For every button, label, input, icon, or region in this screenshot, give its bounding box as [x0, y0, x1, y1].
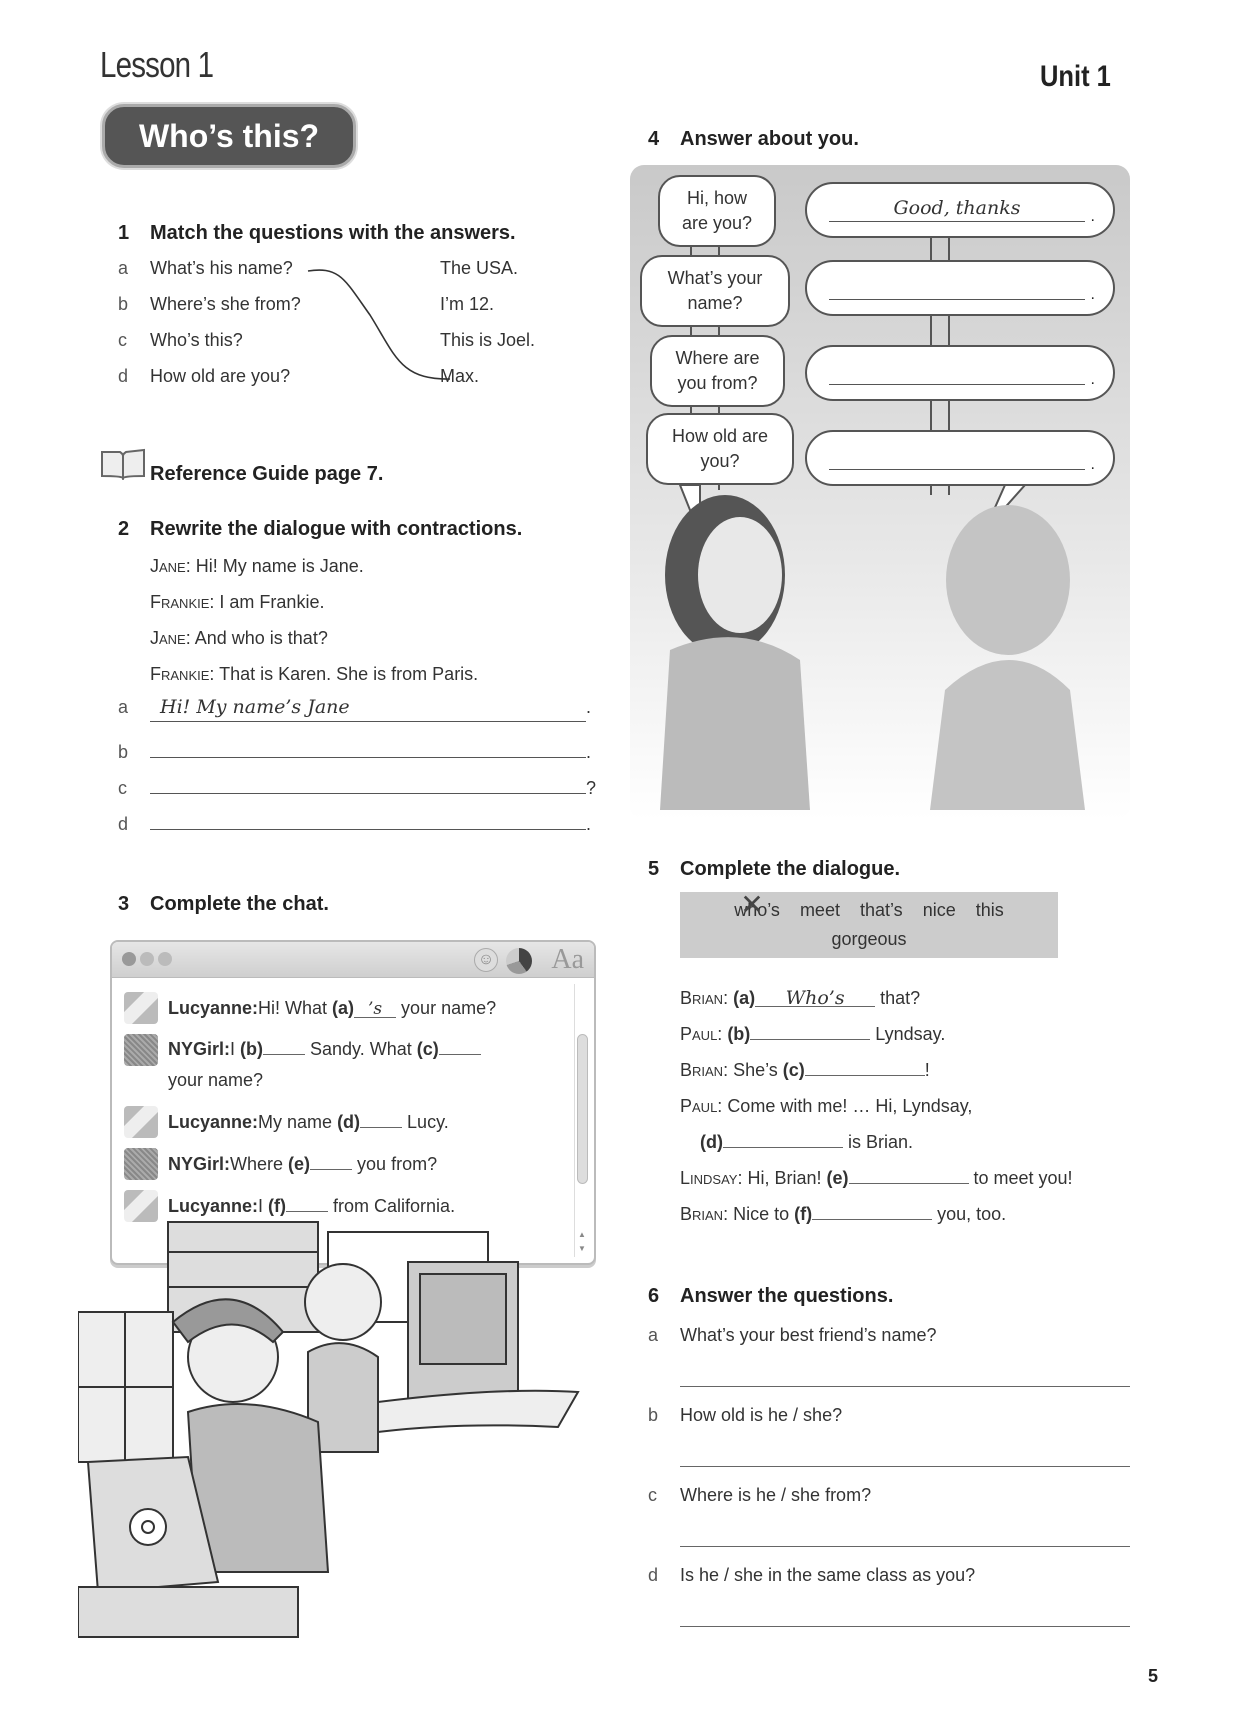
- ex6-item: [648, 1325, 1130, 1405]
- chat-username: NYGirl:: [168, 1039, 231, 1059]
- answer-bubble: Good, thanks .: [805, 182, 1115, 238]
- chat-gap-field[interactable]: [310, 1154, 352, 1170]
- dialogue-text: Come with me! … Hi, Lyndsay,: [727, 1096, 973, 1116]
- ex3-heading: [118, 893, 329, 916]
- page-title: [102, 104, 356, 168]
- ex4-question: What’s your name?: [667, 267, 763, 313]
- word: gorgeous: [831, 929, 907, 949]
- avatar-lucyanne: [124, 992, 158, 1024]
- ex5-gap-field[interactable]: [849, 1168, 969, 1184]
- girl-sweater: [660, 637, 810, 810]
- punctuation: .: [586, 742, 592, 762]
- gap-label: (f): [794, 1204, 813, 1224]
- chat-gap-field[interactable]: [360, 1112, 402, 1128]
- ex2-dialogue: [150, 556, 478, 700]
- ex2-answer-row: [118, 732, 598, 768]
- two-girls-at-computers-illustration: [78, 1212, 598, 1652]
- ex1-question[interactable]: How old are you?: [150, 366, 291, 386]
- ex1-instruction: Match the questions with the answers.: [150, 222, 516, 244]
- ex5-line: [680, 980, 1073, 1016]
- ex6-question: Where is he / she from?: [680, 1485, 872, 1505]
- ex6-answer-field[interactable]: [680, 1626, 1130, 1627]
- chat-username: Lucyanne:: [168, 1112, 259, 1132]
- scroll-thumb[interactable]: [577, 1034, 588, 1184]
- ex1-answer[interactable]: Max.: [440, 366, 480, 386]
- question-bubble: [646, 413, 794, 485]
- word: meet: [799, 900, 840, 920]
- chat-text: from California.: [328, 1196, 456, 1216]
- ex5-line: [680, 1052, 1073, 1088]
- ex4-answer-field[interactable]: [829, 469, 1085, 470]
- item-letter: c: [118, 778, 127, 798]
- ex1-heading: [118, 222, 516, 245]
- item-letter: c: [118, 330, 127, 350]
- punctuation: .: [586, 814, 592, 834]
- gap-label: (c): [416, 1039, 439, 1059]
- chat-gap-field[interactable]: [263, 1039, 305, 1055]
- dialogue-text: Hi, Brian!: [747, 1168, 827, 1188]
- dialogue-text: that?: [875, 988, 921, 1008]
- gap-label: (e): [826, 1168, 849, 1188]
- ex5-gap-field[interactable]: [750, 1024, 870, 1040]
- word: that’s: [859, 900, 903, 920]
- item-letter: b: [648, 1405, 659, 1425]
- speaker: Brian:: [680, 988, 729, 1008]
- ex4-answer-field[interactable]: [829, 299, 1085, 300]
- chat-gap-field[interactable]: ’s: [354, 1002, 396, 1018]
- speaker: Paul:: [680, 1024, 723, 1044]
- item-letter: a: [118, 697, 129, 717]
- ex5-gap-field[interactable]: [805, 1060, 925, 1076]
- question-bubble: [640, 255, 790, 327]
- ex1-answer[interactable]: I’m 12.: [440, 294, 495, 314]
- ex1-question[interactable]: What’s his name?: [150, 258, 293, 278]
- ex4-answer-field[interactable]: [829, 384, 1085, 385]
- avatar-lucyanne: [124, 1106, 158, 1138]
- ex2-answers: [118, 696, 598, 840]
- chat-message: [124, 992, 566, 1024]
- gap-label: (f): [268, 1196, 287, 1216]
- ex3-instruction: Complete the chat.: [150, 893, 329, 915]
- ex5-dialogue: [680, 980, 1073, 1232]
- ex6-question: Is he / she in the same class as you?: [680, 1565, 976, 1585]
- ex5-gap-field[interactable]: Who’s: [755, 991, 875, 1007]
- ex2-answer-field[interactable]: [150, 768, 586, 794]
- ex2-answer-field[interactable]: [150, 732, 586, 758]
- ex6-heading: [648, 1285, 893, 1308]
- word-crossed: who’s ✕: [734, 896, 780, 925]
- ex5-heading: [648, 858, 900, 881]
- ex5-gap-field[interactable]: [812, 1204, 932, 1220]
- ex4-question: How old are you?: [671, 425, 769, 471]
- ex1-question[interactable]: Who’s this?: [150, 330, 243, 350]
- ex6-item: [648, 1565, 1130, 1645]
- ex6-item: [648, 1405, 1130, 1485]
- gap-label: (c): [782, 1060, 805, 1080]
- item-letter: d: [118, 814, 129, 834]
- ex2-number: 2: [118, 518, 130, 540]
- dialogue-line: [150, 556, 478, 592]
- item-letter: a: [118, 258, 129, 278]
- lesson-label: Lesson 1: [100, 44, 214, 85]
- punctuation: .: [586, 697, 592, 717]
- ex6-item: [648, 1485, 1130, 1565]
- scroll-down-icon[interactable]: ▼: [578, 1244, 586, 1253]
- ex5-line: [680, 1016, 1073, 1052]
- chat-text: your name?: [168, 1070, 264, 1090]
- girl-2-head: [305, 1264, 381, 1340]
- ex4-number: 4: [648, 128, 660, 150]
- dialogue-text: That is Karen. She is from Paris.: [219, 664, 479, 684]
- ex5-line: [680, 1124, 1073, 1160]
- ex5-line: [680, 1088, 1073, 1124]
- ex2-answer-row: [118, 696, 598, 732]
- ex2-heading: [118, 518, 522, 541]
- item-letter: b: [118, 294, 129, 314]
- chat-gap-field[interactable]: [286, 1196, 328, 1212]
- dialogue-text: She’s: [733, 1060, 783, 1080]
- color-wheel-icon[interactable]: [506, 948, 532, 974]
- chat-message: [124, 1034, 566, 1096]
- word: this: [975, 900, 1004, 920]
- chat-text: My name: [258, 1112, 338, 1132]
- reference-note: [100, 448, 383, 486]
- ex6-question: What’s your best friend’s name?: [680, 1325, 937, 1345]
- chat-message: [124, 1106, 566, 1138]
- speaker: Frankie:: [150, 664, 215, 684]
- ex4-panel: [630, 165, 1130, 820]
- ex6-answer-field[interactable]: [680, 1466, 1130, 1467]
- gap-label: (d): [337, 1112, 361, 1132]
- girl-face: [698, 517, 782, 633]
- ex4-heading: [648, 128, 859, 151]
- chat-text: Where: [230, 1154, 289, 1174]
- dialogue-text: !: [924, 1060, 930, 1080]
- item-letter: d: [118, 366, 129, 386]
- ex6-number: 6: [648, 1285, 660, 1307]
- book-icon: [100, 448, 146, 480]
- ex5-gap-field[interactable]: [723, 1132, 843, 1148]
- dialogue-text: you, too.: [932, 1204, 1007, 1224]
- chat-messages: [124, 992, 566, 1232]
- page-number: 5: [1148, 1666, 1159, 1686]
- word: nice: [922, 900, 956, 920]
- font-button[interactable]: Aa: [551, 944, 584, 975]
- chat-username: NYGirl:: [168, 1154, 231, 1174]
- punctuation: ?: [586, 778, 597, 798]
- chat-text: your name?: [396, 998, 497, 1018]
- dialogue-line: [150, 628, 478, 664]
- gap-label: (a): [733, 988, 756, 1008]
- item-letter: d: [648, 1565, 659, 1585]
- ex5-instruction: Complete the dialogue.: [680, 858, 901, 880]
- speaker: Jane:: [150, 556, 191, 576]
- scroll-up-icon[interactable]: ▲: [578, 1230, 586, 1239]
- gap-label: (e): [288, 1154, 311, 1174]
- window-zoom-icon[interactable]: [158, 952, 172, 966]
- chat-text: I: [230, 1039, 241, 1059]
- ex1-question[interactable]: Where’s she from?: [150, 294, 301, 314]
- ex4-question: Where are you from?: [675, 347, 760, 393]
- gap-label: (b): [727, 1024, 751, 1044]
- speaker: Jane:: [150, 628, 191, 648]
- avatar-nygirl: [124, 1148, 158, 1180]
- reference-text[interactable]: Reference Guide page 7.: [150, 463, 384, 485]
- chat-gap-field[interactable]: [439, 1039, 481, 1055]
- page-title-text: Who’s this?: [138, 117, 320, 154]
- word-box: [680, 892, 1058, 958]
- item-letter: b: [118, 742, 129, 762]
- ex1-answer[interactable]: This is Joel.: [440, 330, 536, 350]
- chat-titlebar: [112, 942, 594, 978]
- gap-label: (d): [700, 1132, 723, 1152]
- dialogue-text: to meet you!: [968, 1168, 1073, 1188]
- chat-text: Hi! What: [258, 998, 333, 1018]
- ex3-number: 3: [118, 893, 130, 915]
- ex2-answer-row: [118, 804, 598, 840]
- chat-username: Lucyanne:: [168, 1196, 259, 1216]
- speaker: Frankie:: [150, 592, 215, 612]
- avatar-nygirl: [124, 1034, 158, 1066]
- ex2-answer-field[interactable]: Hi! My name’s Jane: [150, 696, 586, 722]
- ex6-question: How old is he / she?: [680, 1405, 843, 1425]
- example-match-line: [300, 260, 460, 390]
- speaker: Brian:: [680, 1060, 729, 1080]
- dialogue-line: [150, 592, 478, 628]
- question-bubble: [658, 175, 776, 247]
- chat-text: Sandy. What: [305, 1039, 417, 1059]
- dialogue-text: Hi! My name is Jane.: [195, 556, 364, 576]
- ex5-line: [680, 1160, 1073, 1196]
- gap-label: (b): [240, 1039, 264, 1059]
- dialogue-line: [150, 664, 478, 700]
- answer-bubble: .: [805, 260, 1115, 316]
- question-bubble: [650, 335, 785, 407]
- chat-text: you from?: [352, 1154, 438, 1174]
- silhouette-body: [930, 660, 1085, 810]
- ex6-instruction: Answer the questions.: [680, 1285, 894, 1307]
- dialogue-text: Nice to: [733, 1204, 795, 1224]
- speaker: Lindsay:: [680, 1168, 743, 1188]
- window-close-icon[interactable]: [122, 952, 136, 966]
- girl-photo-and-silhouette: [630, 480, 1130, 820]
- chat-message: [124, 1148, 566, 1180]
- ex2-answer-row: [118, 768, 598, 804]
- ex6-answer-field[interactable]: [680, 1546, 1130, 1547]
- ex4-instruction: Answer about you.: [680, 128, 859, 150]
- ex6-questions: [648, 1325, 1130, 1645]
- ex6-answer-field[interactable]: [680, 1386, 1130, 1387]
- speaker: Paul:: [680, 1096, 723, 1116]
- gap-label: (a): [332, 998, 355, 1018]
- silhouette-head: [946, 505, 1070, 655]
- dialogue-text: And who is that?: [194, 628, 328, 648]
- answer-bubble: .: [805, 430, 1115, 486]
- answer-bubble: .: [805, 345, 1115, 401]
- window-minimize-icon[interactable]: [140, 952, 154, 966]
- dialogue-text: is Brian.: [842, 1132, 914, 1152]
- speaker: Brian:: [680, 1204, 729, 1224]
- dialogue-text: Lyndsay.: [870, 1024, 946, 1044]
- ex5-number: 5: [648, 858, 660, 880]
- ex4-answer-value: Good, thanks: [893, 197, 1021, 219]
- chat-username: Lucyanne:: [168, 998, 259, 1018]
- chat-text: I: [258, 1196, 269, 1216]
- ex2-instruction: Rewrite the dialogue with contractions.: [150, 518, 523, 540]
- ex2-answer-field[interactable]: [150, 804, 586, 830]
- chat-text: Lucy.: [402, 1112, 449, 1132]
- smiley-icon[interactable]: ☺: [474, 948, 498, 972]
- ex4-answer-field[interactable]: [829, 199, 1085, 222]
- ex1-answer[interactable]: The USA.: [440, 258, 519, 278]
- unit-label: Unit 1: [1040, 60, 1111, 93]
- ex5-line: [680, 1196, 1073, 1232]
- dialogue-text: I am Frankie.: [219, 592, 325, 612]
- item-letter: a: [648, 1325, 659, 1345]
- ex4-question: Hi, how are you?: [681, 187, 753, 233]
- item-letter: c: [648, 1485, 657, 1505]
- ex1-number: 1: [118, 222, 130, 244]
